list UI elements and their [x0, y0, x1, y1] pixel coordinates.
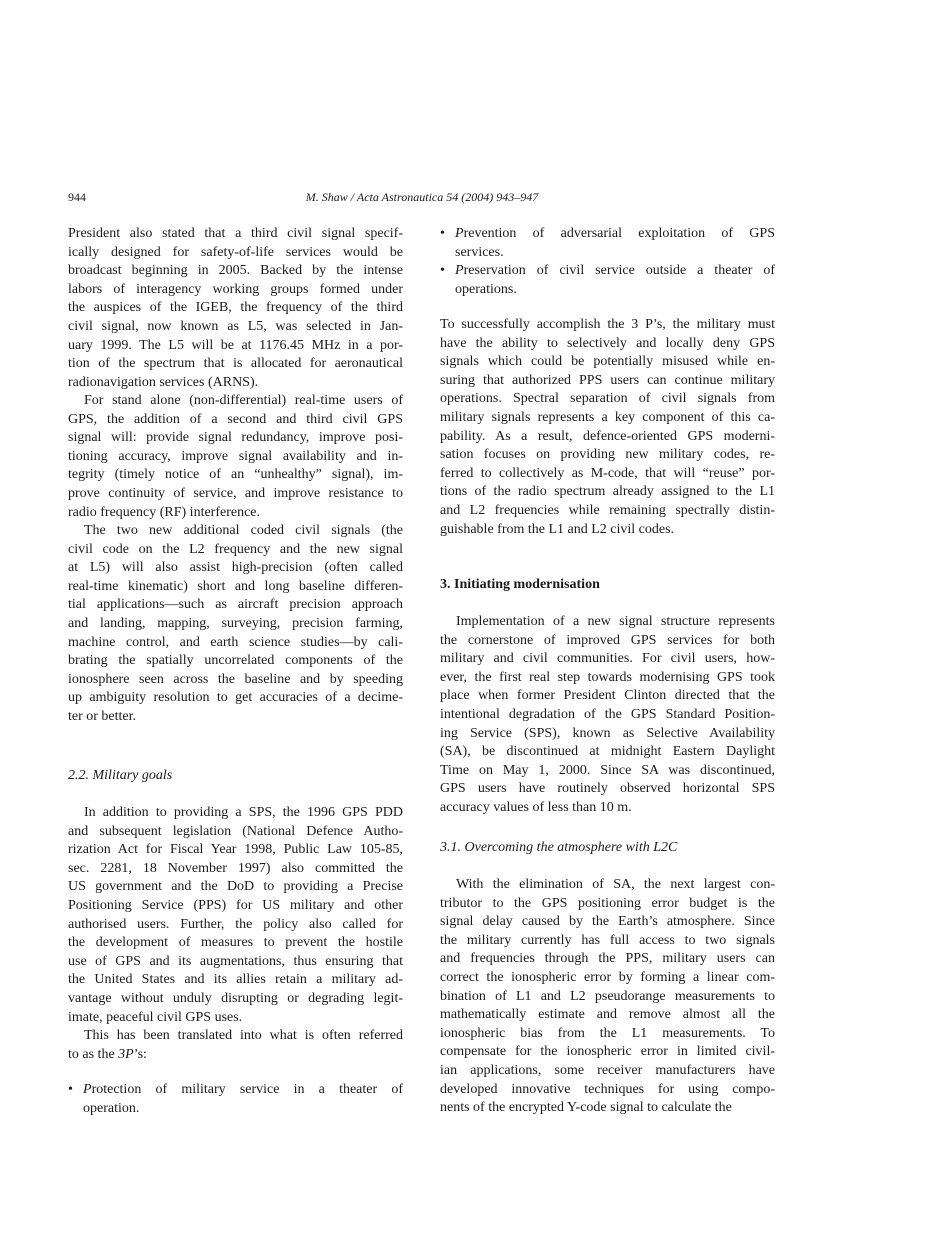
paragraph-line: compensate for the ionospheric error in limited civil-	[440, 1044, 775, 1060]
paragraph-line: developed innovative techniques for using compo-	[440, 1081, 775, 1097]
paragraph-line: and L2 frequencies while remaining spectrally distin-	[440, 503, 775, 518]
paragraph-line: (SA), be discontinued at midnight Eastern Daylight	[440, 744, 775, 760]
paragraph-line: pability. As a result, defence-oriented GPS moderni-	[440, 428, 775, 444]
paragraph-line: Implementation of a new signal structure represents	[456, 614, 775, 629]
paragraph-line: labors of interagency working groups formed under	[68, 281, 403, 297]
paragraph-line: Positioning Service (PPS) for US military and other	[68, 898, 403, 913]
paragraph-line: at L5) will also assist high-precision (often called	[68, 560, 403, 576]
section-heading-3-1: 3.1. Overcoming the atmosphere with L2C	[440, 840, 678, 855]
paragraph-line: broadcast beginning in 2005. Backed by the intense	[68, 263, 403, 279]
bullet-initial: P	[455, 226, 464, 241]
paragraph-line: intentional degradation of the GPS Standard Position-	[440, 707, 775, 722]
paragraph-line: tion of the spectrum that is allocated for aeronautical	[68, 356, 403, 372]
bullet-icon: •	[68, 1082, 73, 1097]
bullet-initial: P	[455, 263, 464, 278]
paragraph-line: civil code on the L2 frequency and the new signal	[68, 541, 403, 557]
section-heading-3: 3. Initiating modernisation	[440, 577, 600, 592]
bullet-continuation: operations.	[455, 281, 517, 297]
paragraph-line: ionospheric bias from the L1 measurements. To	[440, 1025, 775, 1041]
paragraph-line: suring that authorized PPS users can continue military	[440, 372, 775, 388]
paragraph-line: ter or better.	[68, 709, 137, 724]
paragraph-line: the auspices of the IGEB, the frequency of the third	[68, 300, 403, 316]
italic-term: 3P	[118, 1046, 134, 1062]
paragraph-line: US government and the DoD to providing a Precise	[68, 879, 403, 895]
page-header	[68, 190, 776, 208]
paragraph-line: imate, peaceful civil GPS uses.	[68, 1009, 243, 1025]
bullet-icon: •	[440, 226, 445, 241]
paragraph-line: military signals represents a key component of this ca-	[440, 410, 775, 425]
running-head: M. Shaw / Acta Astronautica 54 (2004) 943–947	[305, 190, 539, 204]
paragraph-line: guishable from the L1 and L2 civil codes.	[440, 521, 675, 537]
paragraph-line: bination of L1 and L2 pseudorange measurements to	[440, 988, 775, 1004]
paragraph-line: For stand alone (non-differential) real-time users of	[84, 393, 403, 408]
paragraph-line: place when former President Clinton directed that the	[440, 688, 775, 704]
paragraph-line: military and civil communities. For civil users, how-	[440, 651, 775, 667]
bullet-item	[68, 1081, 403, 1099]
paragraph-line: tegrity (timely notice of an “unhealthy” signal), im-	[68, 467, 403, 483]
text-span: to as the	[68, 1046, 119, 1062]
paragraph-line: civil signal, now known as L5, was selected in Jan-	[68, 319, 403, 334]
paragraph-line: tial applications—such as aircraft precision approach	[68, 597, 403, 613]
paragraph-line: have the ability to selectively and locally deny GPS	[440, 335, 775, 351]
paragraph-line: the development of measures to prevent the hostile	[68, 935, 403, 951]
paragraph-line: operations. Spectral separation of civil signals from	[440, 391, 775, 407]
paragraph-line: the cornerstone of improved GPS services for both	[440, 632, 775, 648]
paragraph-line: ian applications, some receiver manufacturers have	[440, 1063, 775, 1078]
paragraph-line: tions of the radio spectrum already assigned to the L1	[440, 484, 775, 500]
paragraph-line: rization Act for Fiscal Year 1998, Public Law 105-85,	[68, 842, 403, 858]
text-span: ’s:	[133, 1046, 147, 1062]
paragraph-line	[68, 1046, 403, 1064]
paragraph-line: ionosphere seen across the baseline and by speeding	[68, 671, 403, 687]
paragraph-line: uary 1999. The L5 will be at 1176.45 MHz in a por-	[68, 337, 403, 353]
paragraph-line: and subsequent legislation (National Defence Autho-	[68, 823, 403, 839]
paragraph-line: vantage without unduly disrupting or degrading legit-	[68, 991, 403, 1006]
paragraph-line: real-time kinematic) short and long baseline differen-	[68, 578, 403, 594]
paragraph-line: With the elimination of SA, the next largest con-	[456, 877, 775, 892]
paragraph-line: authorised users. Further, the policy also called for	[68, 916, 403, 932]
bullet-continuation: services.	[455, 244, 504, 260]
paragraph-line: This has been translated into what is often referred	[84, 1028, 403, 1044]
paragraph-line: mathematically estimate and remove almost all the	[440, 1007, 775, 1023]
paragraph-line: the United States and its allies retain a military ad-	[68, 972, 403, 988]
paragraph-line: the military currently has full access to two signals	[440, 932, 775, 948]
paragraph-line: ferred to collectively as M-code, that will “reuse” por-	[440, 465, 775, 481]
bullet-item	[440, 225, 775, 243]
paragraph-line: up ambiguity resolution to get accuracies of a decime-	[68, 690, 403, 706]
paragraph-line: To successfully accomplish the 3 P’s, the military must	[440, 317, 775, 332]
paragraph-line: ever, the first real step towards modernising GPS took	[440, 669, 775, 685]
paragraph-line: use of GPS and its augmentations, thus ensuring that	[68, 953, 403, 969]
paragraph-line: GPS, the addition of a second and third civil GPS	[68, 411, 403, 427]
paragraph-line: and frequencies through the PPS, military users can	[440, 951, 775, 967]
paragraph-line: accuracy values of less than 10 m.	[440, 800, 632, 815]
paragraph-line: Time on May 1, 2000. Since SA was discontinued,	[440, 762, 775, 778]
paragraph-line: ing Service (SPS), known as Selective Availability	[440, 725, 775, 741]
paragraph-line: nents of the encrypted Y-code signal to calculate the	[440, 1100, 732, 1116]
section-heading-2-2: 2.2. Military goals	[68, 768, 173, 783]
paragraph-line: radio frequency (RF) interference.	[68, 504, 261, 520]
paragraph-line: sec. 2281, 18 November 1997) also committed the	[68, 860, 403, 876]
paragraph-line: machine control, and earth science studies—by cali-	[68, 634, 403, 650]
paragraph-line: ically designed for safety-of-life services would be	[68, 244, 403, 260]
page-number: 944	[68, 190, 86, 204]
paragraph-line: President also stated that a third civil signal specif-	[68, 226, 403, 241]
paragraph-line: signal will: provide signal redundancy, improve posi-	[68, 430, 403, 446]
paragraph-line: radionavigation services (ARNS).	[68, 374, 259, 390]
paragraph-line: prove continuity of service, and improve resistance to	[68, 486, 403, 501]
paragraph-line: signals which could be potentially misused while en-	[440, 354, 775, 370]
paragraph-line: The two new additional coded civil signals (the	[84, 523, 403, 538]
paragraph-line: In addition to providing a SPS, the 1996 GPS PDD	[84, 805, 403, 820]
paragraph-line: tributor to the GPS positioning error budget is the	[440, 895, 775, 911]
paragraph-line: and landing, mapping, surveying, precision farming,	[68, 616, 403, 631]
bullet-initial: P	[83, 1082, 92, 1097]
paragraph-line: sation focuses on providing new military codes, re-	[440, 447, 775, 463]
paragraph-line: signal delay caused by the Earth’s atmosphere. Since	[440, 914, 775, 930]
paragraph-line: GPS users have routinely observed horizontal SPS	[440, 781, 775, 797]
paragraph-line: tioning accuracy, improve signal availability and in-	[68, 448, 403, 464]
bullet-continuation: operation.	[83, 1100, 140, 1116]
bullet-item	[440, 262, 775, 280]
paragraph-line: brating the spatially uncorrelated components of the	[68, 653, 403, 669]
paragraph-line: correct the ionospheric error by forming a linear com-	[440, 970, 775, 985]
bullet-text: rotection of military service in a theater of	[91, 1082, 403, 1097]
bullet-text: reservation of civil service outside a theater of	[463, 263, 775, 278]
bullet-text: revention of adversarial exploitation of GPS	[463, 226, 775, 241]
bullet-icon: •	[440, 263, 445, 278]
